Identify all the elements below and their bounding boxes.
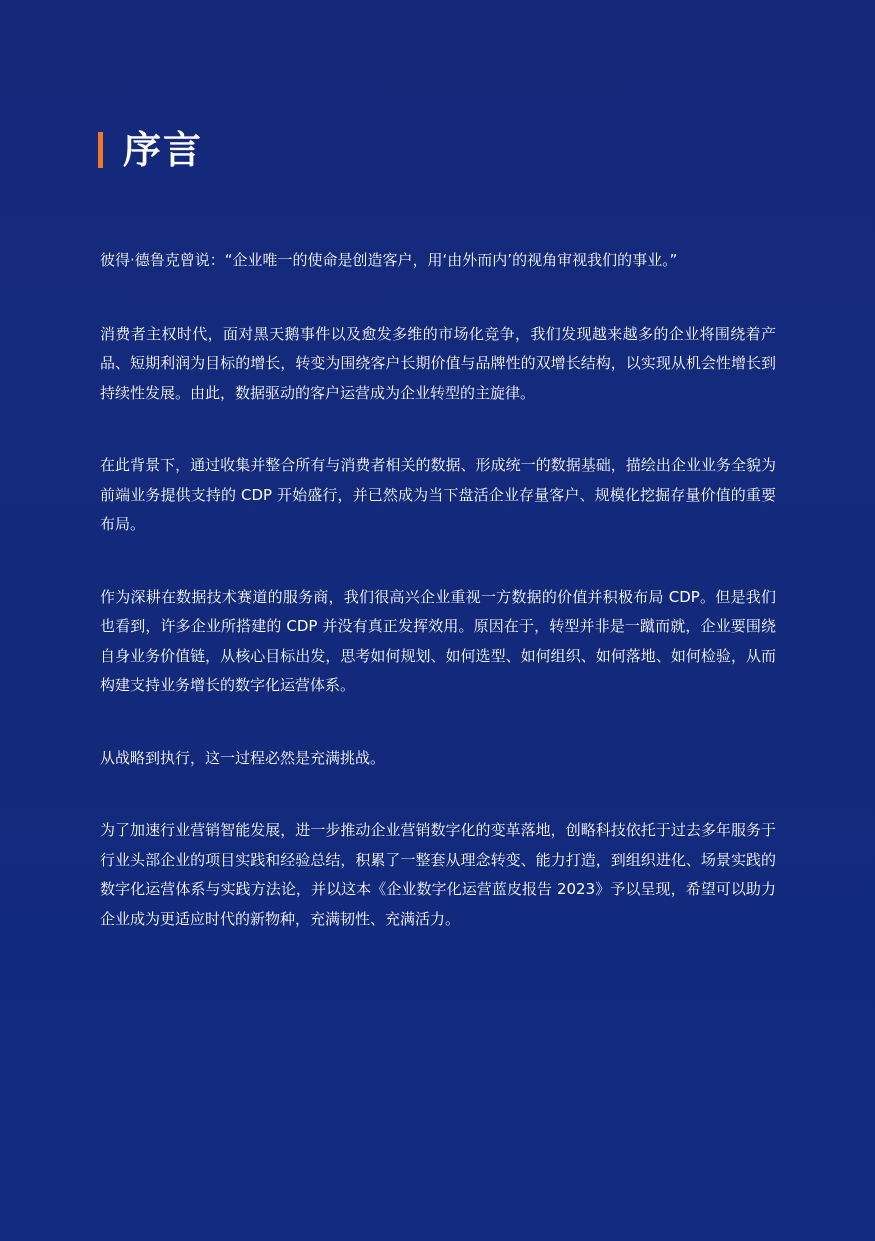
section-title: 序言: [123, 128, 204, 172]
paragraph-service-provider: 作为深耕在数据技术赛道的服务商，我们很高兴企业重视一方数据的价值并积极布局 CDP。但是我们也看到，许多企业所搭建的 CDP 并没有真正发挥效用。原因在于，转型并非是一蹴而就，企业要围绕自身业务价值链，从核心目标出发，思考如何规划、如何选型、如何组织、如何落地、如何检验，从而构建支持业务增长的数字化运营体系。: [100, 587, 776, 694]
paragraph-cdp-background: 在此背景下，通过收集并整合所有与消费者相关的数据、形成统一的数据基础，描绘出企业业务全貌为前端业务提供支持的 CDP 开始盛行，并已然成为当下盘活企业存量客户、规模化挖掘存量价值的重要布局。: [100, 456, 776, 533]
paragraph-quote: 彼得·德鲁克曾说：“企业唯一的使命是创造客户，用‘由外而内’的视角审视我们的事业。”: [100, 251, 678, 269]
accent-bar: [98, 132, 103, 168]
section-heading: [98, 126, 203, 174]
paragraph-consumer-era: 消费者主权时代，面对黑天鹅事件以及愈发多维的市场化竞争，我们发现越来越多的企业将围绕着产品、短期利润为目标的增长，转变为围绕客户长期价值与品牌性的双增长结构，以实现从机会性增长到持续性发展。由此，数据驱动的客户运营成为企业转型的主旋律。: [100, 324, 776, 402]
paragraph-strategy: 从战略到执行，这一过程必然是充满挑战。: [100, 748, 386, 767]
preface-body: [100, 246, 776, 934]
paragraph-report-intro: 为了加速行业营销智能发展，进一步推动企业营销数字化的变革落地，创略科技依托于过去多年服务于行业头部企业的项目实践和经验总结，积累了一整套从理念转变、能力打造，到组织进化、场景实践的数字化运营体系与实践方法论，并以这本《企业数字化运营蓝皮报告 2023》予以呈现，希望可以助力企业成为更适应时代的新物种，充满韧性、充满活力。: [100, 821, 776, 928]
